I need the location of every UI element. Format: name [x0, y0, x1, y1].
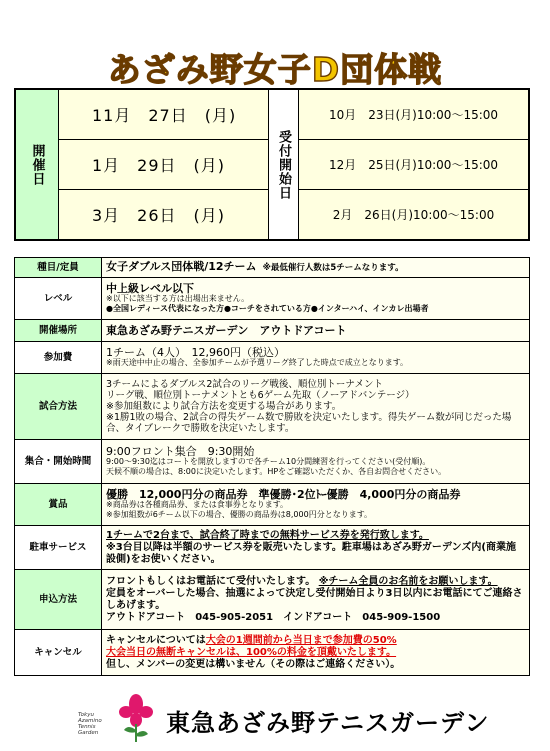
cancel-line [106, 635, 525, 647]
info-key: 種目/定員 [15, 258, 102, 278]
info-value [102, 342, 530, 374]
info-key: 申込方法 [15, 570, 102, 630]
info-row-apply [15, 570, 530, 630]
apply-line: アウトドアコート 045-905-2051 インドアコート 045-909-1500 [106, 611, 441, 623]
info-key: 参加費 [15, 342, 102, 374]
info-row-meeting [15, 440, 530, 484]
info-value [102, 320, 530, 342]
reception-dates [299, 90, 528, 239]
logo-text-line: Tokyu [78, 712, 94, 718]
info-key: 駐車サービス [15, 526, 102, 570]
level-line: ※以下に該当する方は出場出来ません。 [106, 294, 250, 303]
reception-date: 10月 23日(月)10:00～15:00 [299, 90, 528, 140]
format-line: ※参加組数により試合方法を変更する場合があります。 [106, 401, 342, 412]
prize-main: 優勝 12,000円分の商品券 準優勝･2位ﾄｰ優勝 4,000円分の商品券 [106, 488, 461, 501]
parking-line: 1チームで2台まで、試合終了時までの無料サービス券を発行致します。 [106, 529, 429, 541]
info-value [102, 258, 530, 278]
prize-line: ※参加組数が6チーム以下の場合、優勝の商品券は8,000円分となります。 [106, 510, 373, 519]
reception-label-cell [269, 90, 299, 239]
reception-date: 2月 26日(月)10:00～15:00 [332, 208, 495, 222]
info-row-format [15, 374, 530, 440]
info-table [14, 257, 530, 676]
info-value [102, 484, 530, 526]
cancel-line: 但し、メンバーの変更は構いません（その際はご連絡ください）。 [106, 658, 401, 670]
logo-text-line: Azamino [78, 718, 102, 724]
type-main: 女子ダブルス団体戦/12チーム [106, 260, 257, 273]
held-date: 3月 26日 (月) [92, 206, 226, 225]
logo-text-line: Garden [78, 730, 99, 736]
meeting-line: 天候不順の場合は、8:00に決定いたします。HPをご確認いただくか、各自お問合せください。 [106, 467, 447, 476]
format-line: ※1勝1敗の場合、2試合の得失ゲーム数で勝敗を決定いたします。得失ゲーム数が同じだった場合、タイブレークで勝敗を決定いたします。 [106, 412, 512, 434]
info-value [102, 630, 530, 676]
held-date-label-cell [16, 90, 59, 239]
reception-date: 12月 25日(月)10:00～15:00 [299, 140, 528, 190]
info-row-fee [15, 342, 530, 374]
apply-line: 定員をオーバーした場合、抽選によって決定し受付開始日より3日以内にお電話にてご連絡さしあげます。 [106, 587, 523, 611]
info-value [102, 278, 530, 320]
meeting-main: 9:00フロント集合 9:30開始 [106, 445, 255, 458]
fee-main: 1チーム（4人） 12,960円（税込） [106, 346, 285, 359]
format-line: 3チームによるダブルス2試合のリーグ戦後、順位別トーナメント [106, 379, 384, 390]
info-key: レベル [15, 278, 102, 320]
apply-line [106, 576, 525, 588]
reception-label: 受付開始日 [276, 129, 291, 200]
info-row-prize [15, 484, 530, 526]
held-dates [59, 90, 269, 239]
logo-text-line: Tennis [78, 724, 96, 730]
venue-main: 東急あざみ野テニスガーデン アウトドアコート [106, 323, 347, 337]
info-key: キャンセル [15, 630, 102, 676]
format-line: リーグ戦、順位別トーナメントとも6ゲーム先取（ノーアドバンテージ） [106, 390, 415, 401]
brand-name: 東急あざみ野テニスガーデン [166, 709, 490, 737]
schedule-table [14, 88, 530, 241]
info-key: 試合方法 [15, 374, 102, 440]
info-key: 賞品 [15, 484, 102, 526]
logo-text [78, 712, 102, 736]
held-date-label: 開催日 [29, 143, 45, 186]
info-row-cancel [15, 630, 530, 676]
info-row-parking [15, 526, 530, 570]
type-note: ※最低催行人数は5チームなります。 [262, 263, 404, 273]
cancel-line-text: キャンセルについては [106, 634, 206, 646]
info-value [102, 570, 530, 630]
cancel-line-highlight: 大会の1週間前から当日まで参加費の50% [205, 634, 397, 646]
page-title: あざみ野女子D団体戦 [107, 50, 443, 89]
info-value [102, 526, 530, 570]
fee-note: ※雨天途中中止の場合、全参加チームが予選リーグ終了した時点で成立となります。 [106, 358, 409, 367]
level-main: 中上級レベル以下 [106, 282, 194, 295]
apply-line-text: フロントもしくはお電話にて受付いたします。 [106, 575, 316, 587]
prize-line: ※商品券は各種商品券、または食事券となります。 [106, 500, 289, 509]
info-row-venue [15, 320, 530, 342]
cancel-line: 大会当日の無断キャンセルは、100%の料金を頂戴いたします。 [106, 646, 397, 658]
held-date: 1月 29日 (月) [59, 140, 268, 190]
held-date: 11月 27日 (月) [59, 90, 268, 140]
meeting-line: 9:00～9:30迄はコートを開放しますので各チーム10分間練習を行ってください(受付順)。 [106, 457, 431, 466]
level-line: ●全国レディース代表になった方●コーチをされている方●インターハイ、インカレ出場者 [106, 304, 429, 313]
parking-line: ※3台目以降は半額のサービス券を販売いたします。駐車場はあざみ野ガーデンズ内(商業施設側)をお使いください。 [106, 541, 516, 565]
info-row-level [15, 278, 530, 320]
info-key: 開催場所 [15, 320, 102, 342]
info-row-type [15, 258, 530, 278]
info-value [102, 374, 530, 440]
apply-line-note: ※チーム全員のお名前をお願いします。 [318, 575, 498, 587]
info-key: 集合・開始時間 [15, 440, 102, 484]
info-value [102, 440, 530, 484]
